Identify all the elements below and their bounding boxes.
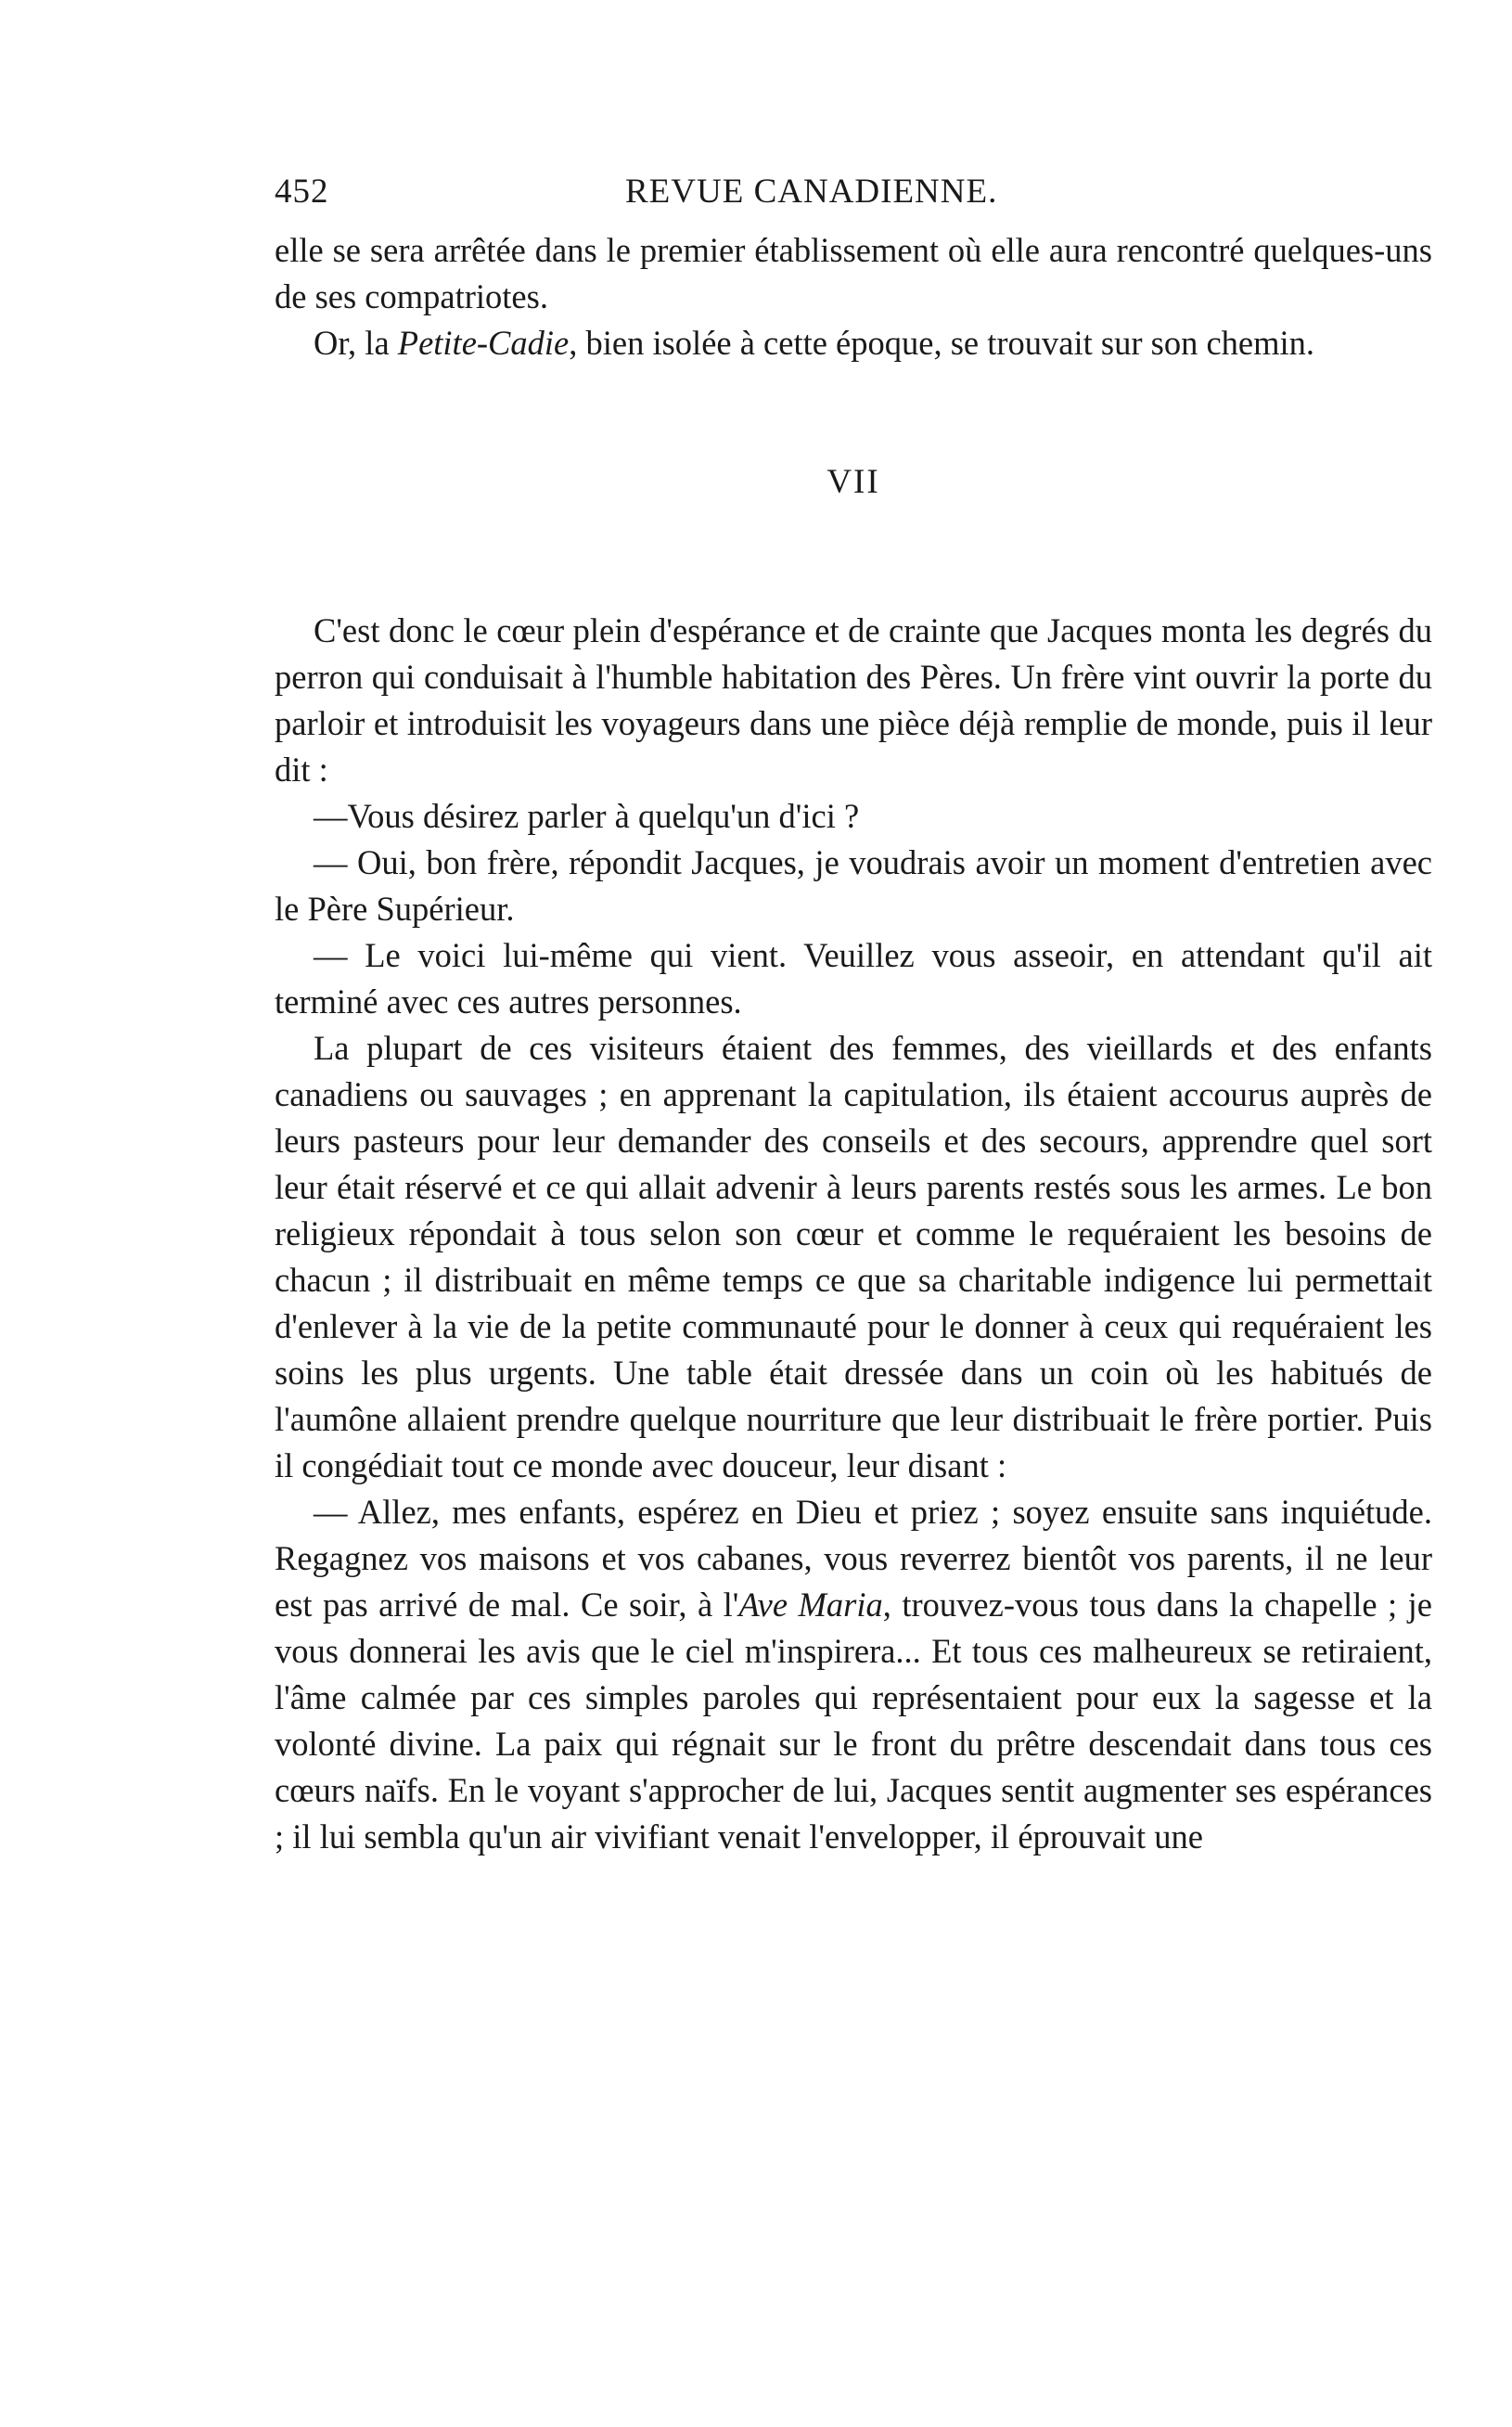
text-segment: La plupart de ces visiteurs étaient des femmes, des vieillards et des enfants canadiens ou sauvages ; en apprenant la capitulation, ils étaient accourus auprès de leurs pasteurs pour leur demander des conseils et des secours, apprendre quel sort leur était réservé et ce qui allait advenir à leurs parents restés sous les armes. Le bon religieux répondait à tous selon son cœur et comme le requéraient les besoins de chacun ; il distribuait en même temps ce que sa charitable indigence lui permettait d'enlever à la vie de la petite communauté pour le donner à ceux qui requéraient les soins les plus urgents. Une table était dressée dans un coin où les habitués de l'aumône allaient prendre quelque nourriture que leur distribuait le frère portier. Puis il congédiait tout ce monde avec douceur, leur disant : xyxy=(275,1029,1432,1484)
page-header xyxy=(275,172,1432,227)
page-number: 452 xyxy=(275,173,329,211)
text-segment: Or, la xyxy=(314,324,398,362)
section-heading: VII xyxy=(826,463,880,501)
body-text xyxy=(275,227,1432,1860)
text-after-section xyxy=(275,608,1432,1860)
paragraph xyxy=(275,793,1432,840)
text-segment: , trouvez-vous tous dans la chapelle ; je vous donnerai les avis que le ciel m'inspirera... Et tous ces malheureux se retiraient, l'âme calmée par ces simples paroles qui représentaient pour eux la sagesse et la volonté divine. La paix qui régnait sur le front du prêtre descendait dans tous ces cœurs naïfs. En le voyant s'approcher de lui, Jacques sentit augmenter ses espérances ; il lui sembla qu'un air vivifiant venait l'envelopper, il éprouvait une xyxy=(275,1586,1432,1856)
text-segment: elle se sera arrêtée dans le premier établissement où elle aura rencontré quelques-uns de ses compatriotes. xyxy=(275,231,1432,315)
paragraph xyxy=(275,932,1432,1025)
running-title: REVUE CANADIENNE. xyxy=(625,173,998,211)
paragraph xyxy=(275,1025,1432,1489)
paragraph xyxy=(275,320,1432,366)
text-segment: — Oui, bon frère, répondit Jacques, je voudrais avoir un moment d'entretien avec le Père Supérieur. xyxy=(275,843,1432,928)
book-page xyxy=(275,172,1432,1860)
paragraph xyxy=(275,840,1432,932)
text-before-section xyxy=(275,227,1432,366)
italic-text: Ave Maria xyxy=(738,1586,883,1624)
italic-text: Petite-Cadie xyxy=(397,324,570,362)
paragraph xyxy=(275,608,1432,793)
paragraph xyxy=(275,1489,1432,1860)
paragraph xyxy=(275,227,1432,320)
text-segment: — Le voici lui-même qui vient. Veuillez vous asseoir, en attendant qu'il ait terminé avec ces autres personnes. xyxy=(275,936,1432,1021)
text-segment: —Vous désirez parler à quelqu'un d'ici ? xyxy=(314,797,860,835)
text-segment: C'est donc le cœur plein d'espérance et de crainte que Jacques monta les degrés du perron qui conduisait à l'humble habitation des Pères. Un frère vint ouvrir la porte du parloir et introduisit les voyageurs dans une pièce déjà remplie de monde, puis il leur dit : xyxy=(275,611,1432,789)
text-segment: , bien isolée à cette époque, se trouvait sur son chemin. xyxy=(569,324,1315,362)
text-segment: — Allez, mes enfants, espérez en Dieu et priez ; soyez ensuite sans inquiétude. Regagnez vos maisons et vos cabanes, vous reverrez bientôt vos parents, il ne leur est pas arrivé de mal. Ce soir, à l' xyxy=(275,1493,1432,1624)
